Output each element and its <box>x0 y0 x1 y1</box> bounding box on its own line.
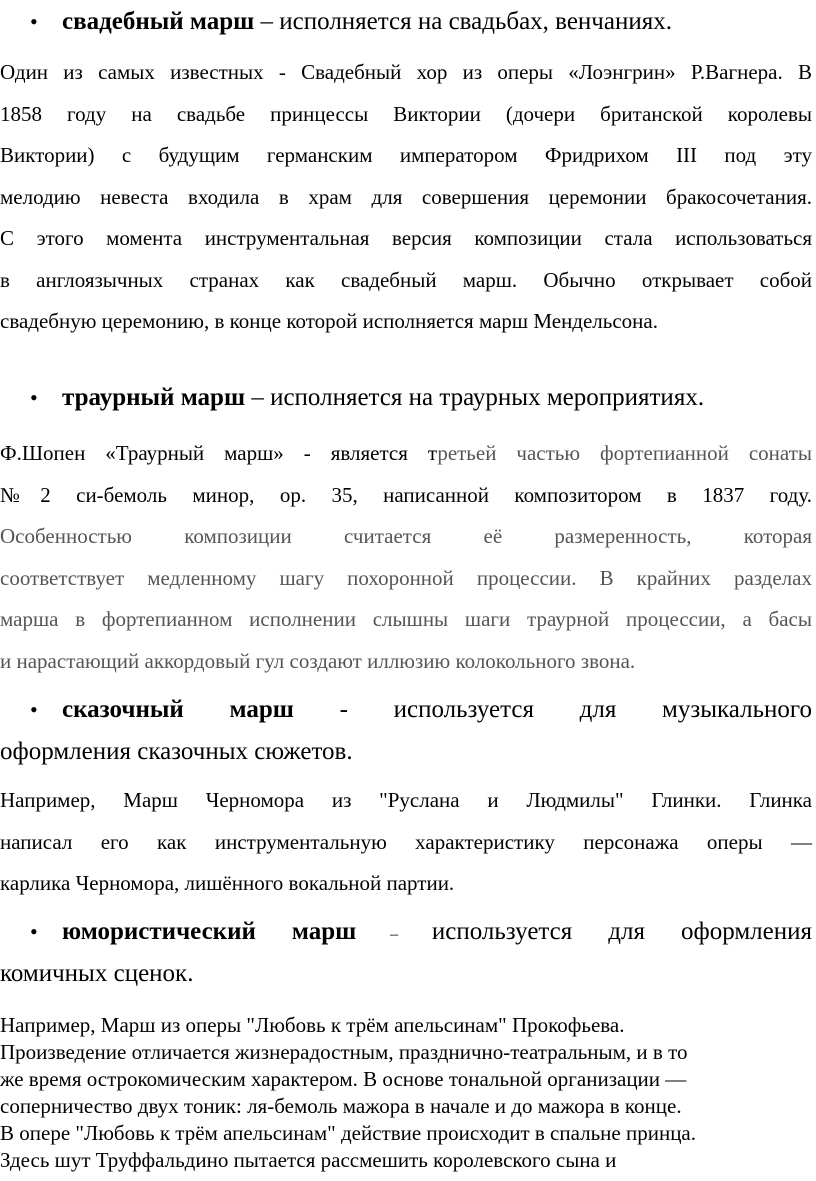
paragraph-fairy-march <box>0 780 812 905</box>
paragraph-line: в англоязычных странах как свадебный марш. Обычно открывает собой <box>0 267 812 292</box>
bullet-icon: • <box>30 919 38 944</box>
bullet-icon: • <box>30 385 38 410</box>
paragraph-line: соперничество двух тоник: ля-бемоль мажора в начале и до мажора в конце. <box>0 1094 682 1118</box>
term-humorous-march: юмористический марш <box>62 918 357 945</box>
paragraph-wedding-march <box>0 52 812 343</box>
paragraph-line: мелодию невеста входила в храм для совершения церемонии бракосочетания. <box>0 184 812 209</box>
paragraph-line: карлика Черномора, лишённого вокальной партии. <box>0 871 455 895</box>
paragraph-humorous-march <box>0 1012 812 1174</box>
term-description: – исполняется на свадьбах, венчаниях. <box>254 8 672 35</box>
bullet-fairy-march <box>0 690 812 774</box>
paragraph-line: 1858 году на свадьбе принцессы Виктории (дочери британской королевы <box>0 101 812 126</box>
paragraph-funeral-march <box>0 433 812 682</box>
paragraph-line: Виктории) с будущим германским императором Фридрихом III под эту <box>0 143 812 167</box>
paragraph-line: Например, Марш Черномора из "Руслана и Людмилы" Глинки. Глинка <box>0 788 812 812</box>
paragraph-line: Особенностью композиции считается её размеренность, которая <box>0 524 812 548</box>
bullet-icon: • <box>30 9 38 34</box>
term-description: используется для оформления <box>431 918 812 945</box>
paragraph-line: Ф.Шопен «Траурный марш» - является третьей частью фортепианной сонаты <box>0 441 812 465</box>
paragraph-line: свадебную церемонию, в конце которой исполняется марш Мендельсона. <box>0 309 658 333</box>
term-description-continued: комичных сценок. <box>0 960 194 987</box>
bullet-icon: • <box>30 697 38 722</box>
term-dash: – <box>356 926 432 943</box>
paragraph-line: марша в фортепианном исполнении слышны шаги траурной процессии, а басы <box>0 607 812 631</box>
term-funeral-march: траурный марш <box>62 384 246 411</box>
bullet-humorous-march <box>0 912 812 996</box>
paragraph-line: Один из самых известных - Свадебный хор из оперы «Лоэнгрин» Р.Вагнера. В <box>0 60 812 84</box>
term-description: - используется для музыкального <box>293 696 813 723</box>
paragraph-line: написал его как инструментальную характеристику персонажа оперы — <box>0 829 812 854</box>
paragraph-line: Здесь шут Труффальдино пытается рассмешить королевского сына и <box>0 1148 617 1172</box>
paragraph-line: Произведение отличается жизнерадостным, празднично-театральным, и в то <box>0 1040 688 1064</box>
paragraph-line: С этого момента инструментальная версия композиции стала использоваться <box>0 226 812 250</box>
paragraph-line: Например, Марш из оперы "Любовь к трём апельсинам" Прокофьева. <box>0 1013 625 1037</box>
paragraph-line: и нарастающий аккордовый гул создают иллюзию колокольного звона. <box>0 648 636 673</box>
paragraph-line: В опере "Любовь к трём апельсинам" действие происходит в спальне принца. <box>0 1121 697 1145</box>
term-description: – исполняется на траурных мероприятиях. <box>245 384 705 411</box>
term-fairy-march: сказочный марш <box>62 696 294 723</box>
paragraph-line: же время острокомическим характером. В основе тональной организации — <box>0 1067 687 1091</box>
term-wedding-march: свадебный марш <box>62 8 255 35</box>
term-description-continued: оформления сказочных сюжетов. <box>0 738 353 765</box>
paragraph-line: соответствует медленному шагу похоронной процессии. В крайних разделах <box>0 565 812 590</box>
paragraph-line: №2 си-бемоль минор, ор. 35, написанной композитором в 1837 году. <box>0 482 812 507</box>
